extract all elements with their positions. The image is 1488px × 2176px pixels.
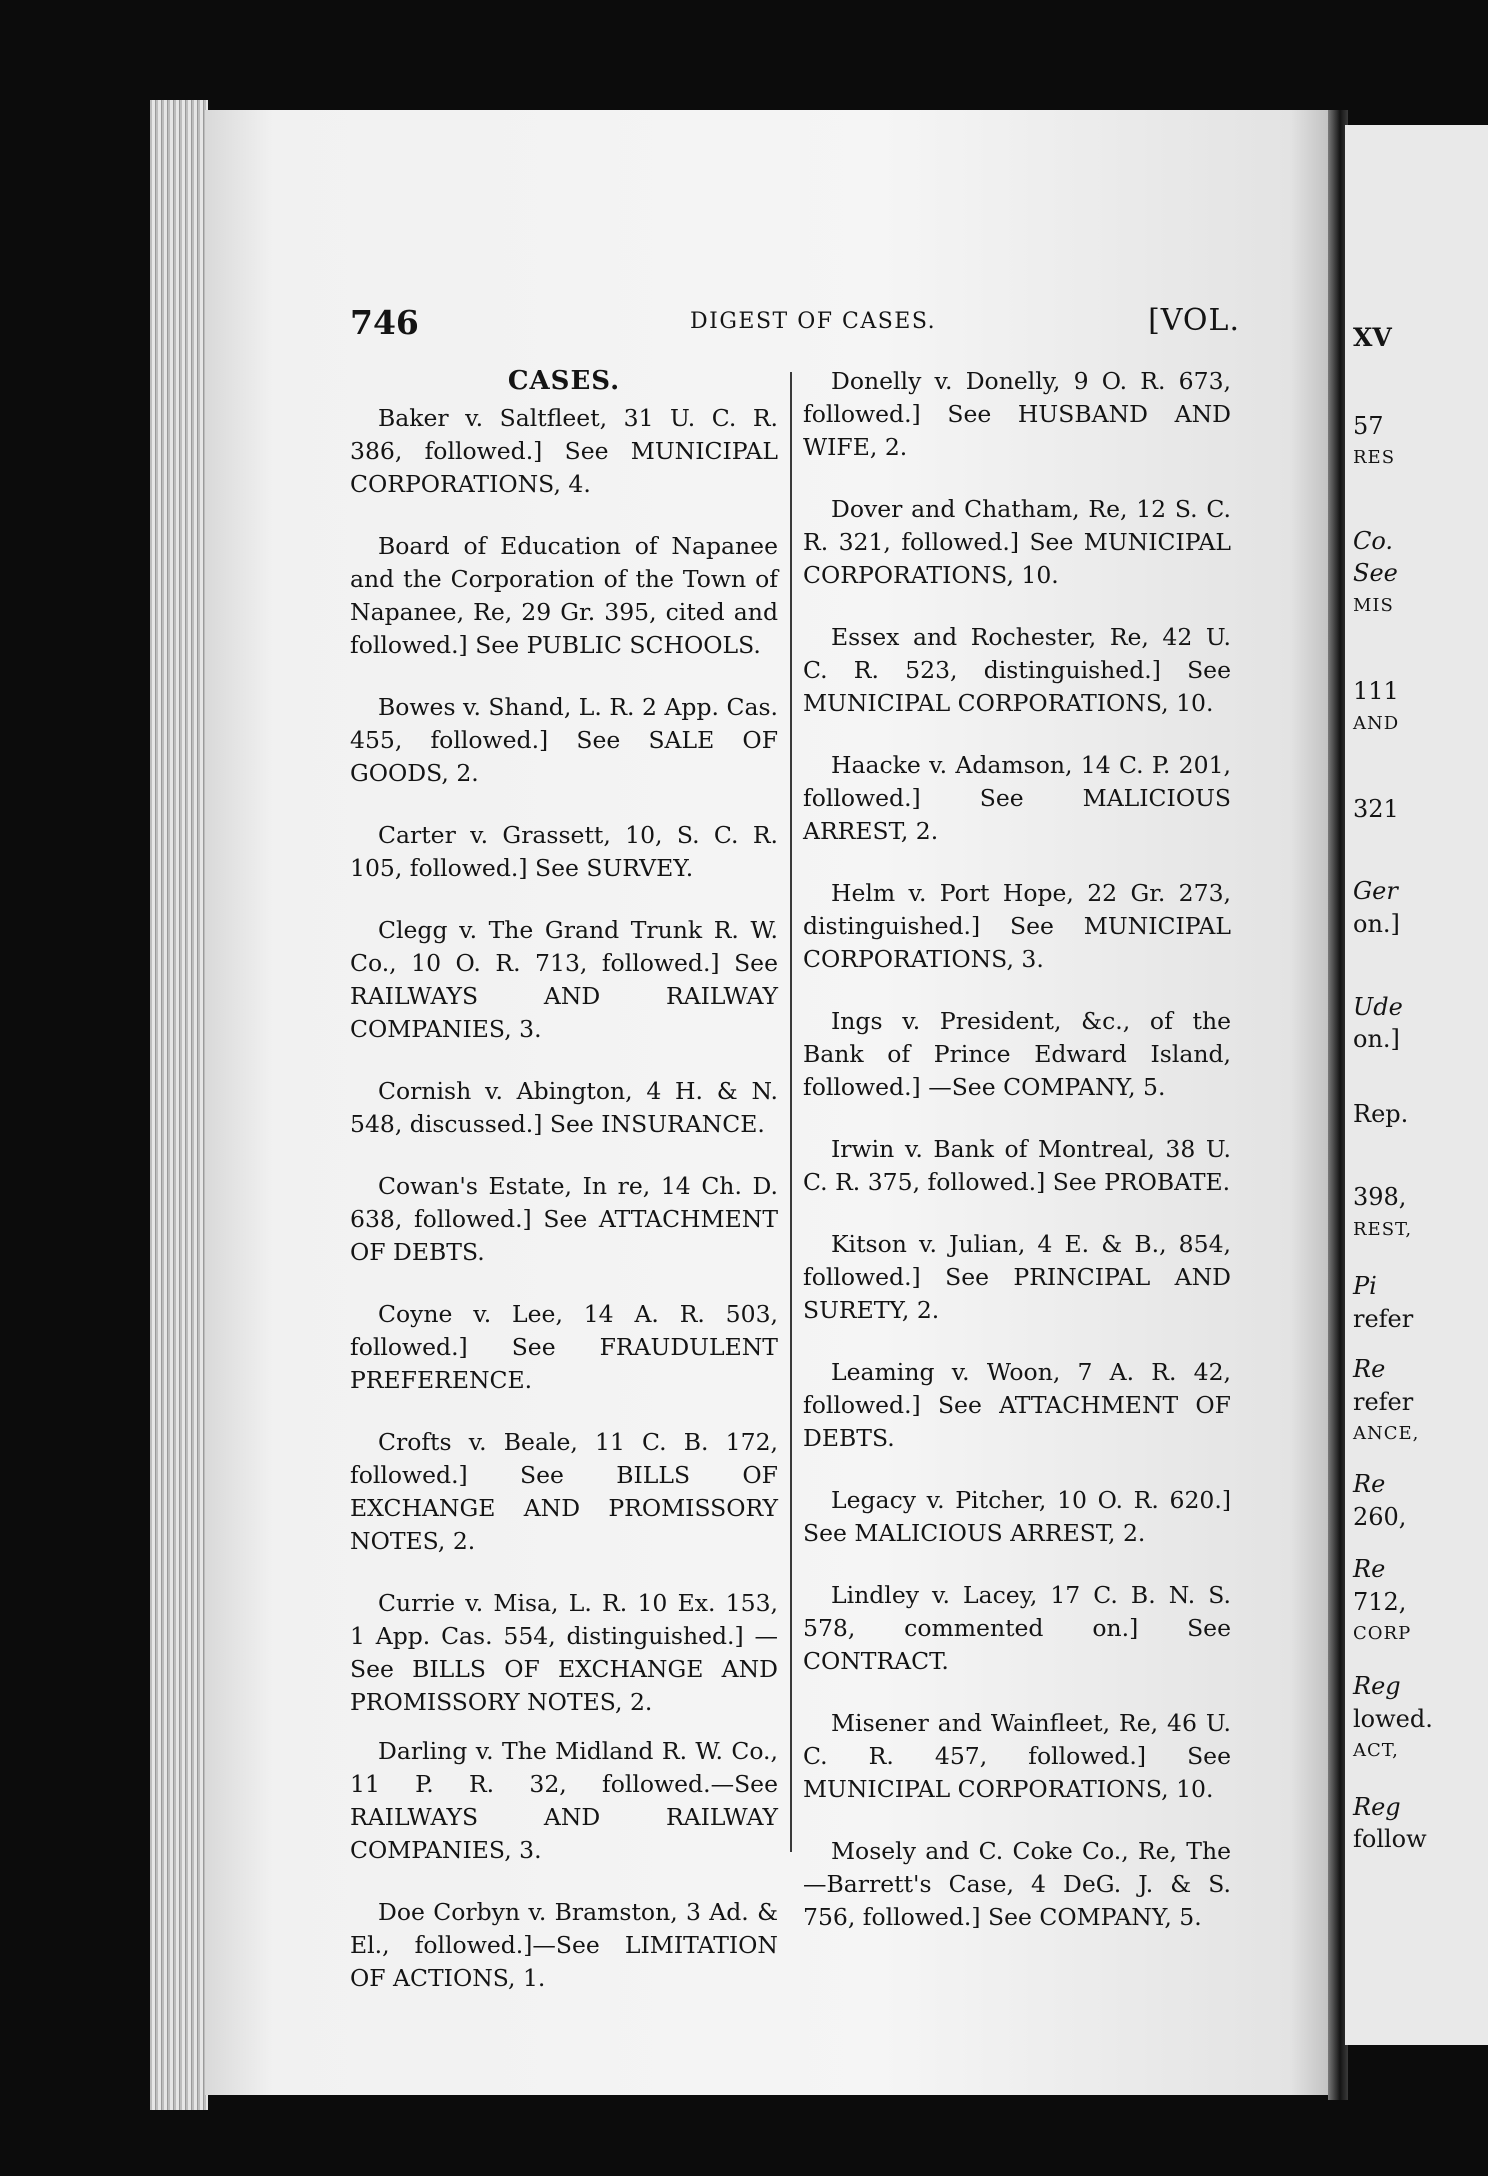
next-page-text: See (1353, 559, 1398, 587)
case-entry: Coyne v. Lee, 14 A. R. 503, followed.] See FRAUDULENT PREFERENCE. (350, 1300, 778, 1394)
next-page-text: 321 (1353, 795, 1399, 823)
case-entry: Legacy v. Pitcher, 10 O. R. 620.] See MALICIOUS ARREST, 2. (803, 1486, 1231, 1547)
volume-mark: [VOL. (1148, 303, 1240, 338)
next-page-text: RES (1353, 447, 1396, 468)
case-entry: Dover and Chatham, Re, 12 S. C. R. 321, followed.] See MUNICIPAL CORPORATIONS, 10. (803, 495, 1231, 589)
next-page-text: 398, (1353, 1183, 1407, 1211)
case-entry: Baker v. Saltfleet, 31 U. C. R. 386, followed.] See MUNICIPAL CORPORATIONS, 4. (350, 404, 778, 498)
next-page-text: Ger (1353, 877, 1398, 905)
case-entry: Board of Education of Napanee and the Corporation of the Town of Napanee, Re, 29 Gr. 395, cited and followed.] See PUBLIC SCHOOLS. (350, 532, 778, 659)
next-page-text: MIS (1353, 595, 1394, 616)
next-page-text: lowed. (1353, 1705, 1433, 1733)
case-entry: Irwin v. Bank of Montreal, 38 U. C. R. 375, followed.] See PROBATE. (803, 1135, 1231, 1196)
running-title: DIGEST OF CASES. (690, 309, 937, 334)
case-entry: Crofts v. Beale, 11 C. B. 172, followed.] See BILLS OF EXCHANGE AND PROMISSORY NOTES, 2. (350, 1428, 778, 1555)
case-entry: Helm v. Port Hope, 22 Gr. 273, distinguished.] See MUNICIPAL CORPORATIONS, 3. (803, 879, 1231, 973)
next-page-text: CORP (1353, 1623, 1412, 1644)
case-entry: Doe Corbyn v. Bramston, 3 Ad. & El., followed.]—See LIMITATION OF ACTIONS, 1. (350, 1898, 778, 1992)
next-page-text: ACT, (1353, 1740, 1399, 1761)
column-rule (790, 372, 792, 1852)
next-page-text: on.] (1353, 1025, 1400, 1053)
next-page-text: 57 (1353, 412, 1384, 440)
next-page-text: follow (1353, 1825, 1427, 1853)
case-entry: Carter v. Grassett, 10, S. C. R. 105, followed.] See SURVEY. (350, 821, 778, 882)
next-page-text: Rep. (1353, 1100, 1409, 1128)
book-page-edges (150, 100, 208, 2110)
next-page-text: AND (1353, 713, 1400, 734)
case-entry: Clegg v. The Grand Trunk R. W. Co., 10 O. R. 713, followed.] See RAILWAYS AND RAILWAY COMPANIES, 3. (350, 916, 778, 1043)
case-entry: Mosely and C. Coke Co., Re, The —Barrett's Case, 4 DeG. J. & S. 756, followed.] See COMPANY, 5. (803, 1837, 1231, 1931)
next-page-text: XV (1353, 323, 1392, 352)
next-page-text: on.] (1353, 910, 1400, 938)
case-entry: Donelly v. Donelly, 9 O. R. 673, followed.] See HUSBAND AND WIFE, 2. (803, 367, 1231, 461)
case-entry: Kitson v. Julian, 4 E. & B., 854, followed.] See PRINCIPAL AND SURETY, 2. (803, 1230, 1231, 1324)
case-entry: Misener and Wainfleet, Re, 46 U. C. R. 457, followed.] See MUNICIPAL CORPORATIONS, 10. (803, 1709, 1231, 1803)
case-entry: Haacke v. Adamson, 14 C. P. 201, followed.] See MALICIOUS ARREST, 2. (803, 751, 1231, 845)
next-page-text: REST, (1353, 1219, 1413, 1240)
next-page-text: 111 (1353, 677, 1399, 705)
section-heading: CASES. (507, 366, 621, 396)
case-entry: Essex and Rochester, Re, 42 U. C. R. 523, distinguished.] See MUNICIPAL CORPORATIONS, 10. (803, 623, 1231, 717)
next-page-text: 260, (1353, 1503, 1407, 1531)
left-column (350, 365, 778, 2024)
next-page-text: Ude (1353, 993, 1403, 1021)
next-page-text: Co. (1353, 527, 1394, 555)
next-page-text: refer (1353, 1305, 1414, 1333)
next-page-text: 712, (1353, 1588, 1407, 1616)
next-page-text: Re (1353, 1555, 1386, 1583)
next-page-fragment (1345, 125, 1488, 2045)
case-entry: Currie v. Misa, L. R. 10 Ex. 153, 1 App. Cas. 554, distinguished.] —See BILLS OF EXCHANGE AND PROMISSORY NOTES, 2. (350, 1589, 778, 1716)
case-entry: Ings v. President, &c., of the Bank of Prince Edward Island, followed.] —See COMPANY, 5. (803, 1007, 1231, 1101)
next-page-text: Reg (1353, 1672, 1401, 1700)
case-entry: Cowan's Estate, In re, 14 Ch. D. 638, followed.] See ATTACHMENT OF DEBTS. (350, 1172, 778, 1266)
page-header (350, 303, 1240, 343)
page-number: 746 (350, 303, 419, 342)
next-page-text: Re (1353, 1470, 1386, 1498)
next-page-text: ANCE, (1353, 1423, 1420, 1444)
case-entry: Bowes v. Shand, L. R. 2 App. Cas. 455, followed.] See SALE OF GOODS, 2. (350, 693, 778, 787)
case-entry: Lindley v. Lacey, 17 C. B. N. S. 578, commented on.] See CONTRACT. (803, 1581, 1231, 1675)
next-page-text: Pi (1353, 1272, 1377, 1300)
next-page-text: Re (1353, 1355, 1386, 1383)
case-entry: Cornish v. Abington, 4 H. & N. 548, discussed.] See INSURANCE. (350, 1077, 778, 1138)
case-entry: Leaming v. Woon, 7 A. R. 42, followed.] See ATTACHMENT OF DEBTS. (803, 1358, 1231, 1452)
next-page-text: Reg (1353, 1793, 1401, 1821)
next-page-text: refer (1353, 1388, 1414, 1416)
case-entry: Darling v. The Midland R. W. Co., 11 P. R. 32, followed.—See RAILWAYS AND RAILWAY COMPANIES, 3. (350, 1737, 778, 1864)
right-column (803, 365, 1231, 1963)
